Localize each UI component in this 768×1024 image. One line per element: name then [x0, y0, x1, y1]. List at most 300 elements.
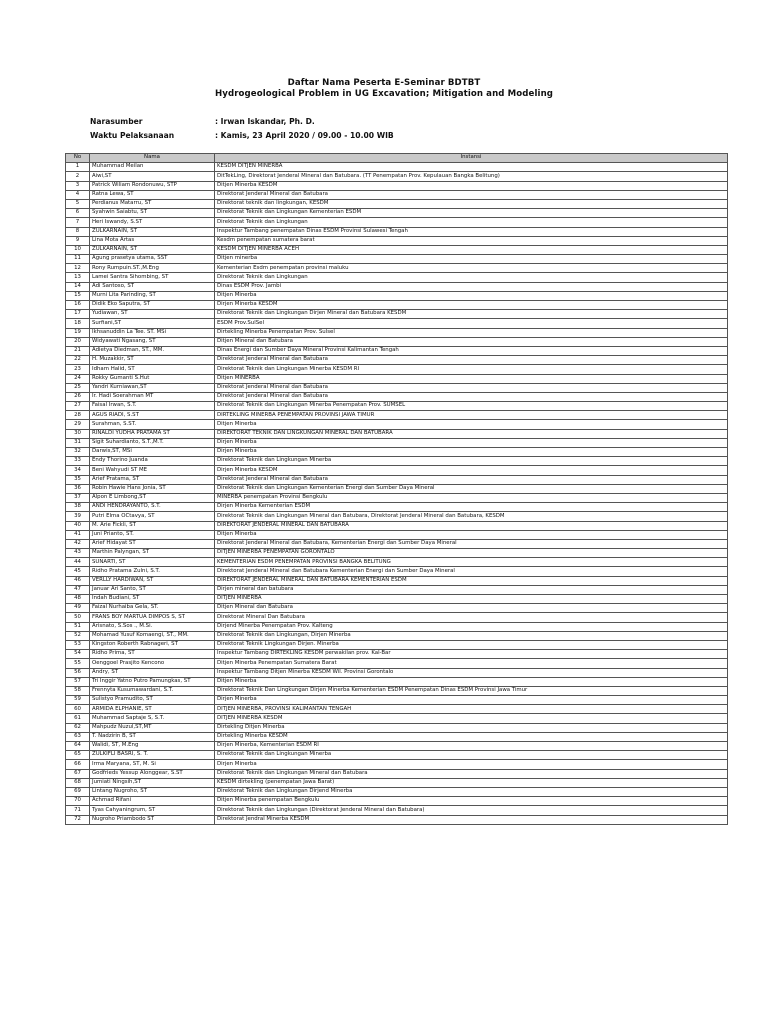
cell-name: Perdianus Matarru, ST — [90, 199, 215, 208]
table-row — [66, 291, 728, 300]
cell-institution: Direktorat Teknik dan Lingkungan Minerba — [215, 457, 728, 466]
cell-name: Adietya Diedman, ST., MM. — [90, 346, 215, 355]
table-row — [66, 457, 728, 466]
cell-institution: DITJEN MINERBA — [215, 595, 728, 604]
cell-no: 68 — [66, 778, 90, 787]
cell-name: VERLLY HARDIWAN, ST — [90, 576, 215, 585]
cell-no: 43 — [66, 549, 90, 558]
table-row — [66, 163, 728, 172]
cell-name: Yudiawan, ST — [90, 310, 215, 319]
cell-name: Beni Wahyudi ST ME — [90, 466, 215, 475]
cell-institution: Direktorat Teknik dan Lingkungan Minerba Penempatan Prov. SUMSEL — [215, 402, 728, 411]
cell-no: 61 — [66, 714, 90, 723]
table-row — [66, 696, 728, 705]
table-row — [66, 585, 728, 594]
cell-no: 39 — [66, 512, 90, 521]
cell-name: Faizal Nurhaiba Gela, ST. — [90, 604, 215, 613]
cell-no: 33 — [66, 457, 90, 466]
cell-institution: Ditjen MINERBA — [215, 374, 728, 383]
cell-name: FRANS BOY MARTUA DIMPOS S, ST — [90, 613, 215, 622]
table-row — [66, 255, 728, 264]
cell-no: 30 — [66, 429, 90, 438]
cell-no: 19 — [66, 328, 90, 337]
cell-no: 49 — [66, 604, 90, 613]
cell-name: Agung prasetya utama, SST — [90, 255, 215, 264]
cell-no: 28 — [66, 411, 90, 420]
cell-no: 67 — [66, 769, 90, 778]
cell-no: 22 — [66, 356, 90, 365]
speaker-label: Narasumber — [90, 117, 143, 126]
cell-name: Aiwi,ST — [90, 172, 215, 181]
table-row — [66, 604, 728, 613]
cell-institution: Dirjend Minerba Penempatan Prov. Kalteng — [215, 622, 728, 631]
cell-name: Arief Hidayat ST — [90, 539, 215, 548]
table-row — [66, 732, 728, 741]
cell-name: Robin Hawie Hans Jonia, ST — [90, 484, 215, 493]
cell-name: Mohamad Yusuf Komaengi, ST., MM. — [90, 631, 215, 640]
cell-name: Kingston Roberth Rabnageri, ST — [90, 640, 215, 649]
table-row — [66, 558, 728, 567]
table-row — [66, 806, 728, 815]
table-row — [66, 310, 728, 319]
cell-no: 53 — [66, 640, 90, 649]
participant-table — [65, 153, 728, 825]
cell-name: Achmad Rifani — [90, 797, 215, 806]
cell-name: Lintang Nugroho, ST — [90, 787, 215, 796]
cell-name: Patrick Wiliam Rondonuwu, STP — [90, 181, 215, 190]
table-row — [66, 521, 728, 530]
cell-no: 23 — [66, 365, 90, 374]
cell-institution: Ditjen Minerba KESDM — [215, 181, 728, 190]
table-row — [66, 282, 728, 291]
table-row — [66, 218, 728, 227]
table-row — [66, 199, 728, 208]
table-row — [66, 631, 728, 640]
table-row — [66, 549, 728, 558]
cell-institution: Direktorat Jenderal Mineral dan Batubara — [215, 356, 728, 365]
table-row — [66, 640, 728, 649]
table-row — [66, 356, 728, 365]
table-row — [66, 346, 728, 355]
cell-no: 27 — [66, 402, 90, 411]
table-row — [66, 328, 728, 337]
cell-name: Lamei Santra Sihombing, ST — [90, 273, 215, 282]
cell-name: Surfiani,ST — [90, 319, 215, 328]
table-row — [66, 236, 728, 245]
table-row — [66, 227, 728, 236]
cell-institution: Direktorat Teknik dan Lingkungan Dirjend Minerba — [215, 787, 728, 796]
cell-institution: DIREKTORAT JENDERAL MINERAL DAN BATUBARA — [215, 521, 728, 530]
table-row — [66, 337, 728, 346]
cell-no: 41 — [66, 530, 90, 539]
cell-name: Rokky Gumanti S.Hut — [90, 374, 215, 383]
cell-name: Lina Mota Artas — [90, 236, 215, 245]
table-row — [66, 264, 728, 273]
cell-no: 47 — [66, 585, 90, 594]
cell-name: Jumiati Ningsih,ST — [90, 778, 215, 787]
cell-no: 7 — [66, 218, 90, 227]
cell-name: Murni Lita Parinding, ST — [90, 291, 215, 300]
cell-name: Putri Elma OCtavya, ST — [90, 512, 215, 521]
cell-no: 66 — [66, 760, 90, 769]
table-row — [66, 448, 728, 457]
cell-institution: DIREKTORAT TEKNIK DAN LINGKUNGAN MINERAL DAN BATUBARA — [215, 429, 728, 438]
cell-no: 37 — [66, 493, 90, 502]
time-label: Waktu Pelaksanaan — [90, 131, 175, 140]
table-row — [66, 576, 728, 585]
cell-name: Oenggoel Prasjito Kencono — [90, 659, 215, 668]
table-row — [66, 420, 728, 429]
table-row — [66, 723, 728, 732]
cell-no: 6 — [66, 209, 90, 218]
cell-no: 4 — [66, 190, 90, 199]
cell-institution: Dirjen Minerba — [215, 438, 728, 447]
cell-institution: DIRTEKLING MINERBA PENEMPATAN PROVINSI JAWA TIMUR — [215, 411, 728, 420]
cell-no: 3 — [66, 181, 90, 190]
cell-no: 40 — [66, 521, 90, 530]
cell-institution: Direktorat Teknik Dan Lingkungan Dirjen Minerba Kementerian ESDM Penempatan Dinas ESDM Provinsi Jawa Timur — [215, 686, 728, 695]
cell-name: Frennyta Kusumawardani, S.T. — [90, 686, 215, 695]
table-row — [66, 677, 728, 686]
cell-no: 69 — [66, 787, 90, 796]
cell-no: 35 — [66, 475, 90, 484]
cell-institution: ESDM Prov.SulSel — [215, 319, 728, 328]
cell-institution: MINERBA penempatan Provinsi Bengkulu — [215, 493, 728, 502]
cell-no: 44 — [66, 558, 90, 567]
cell-institution: Dirtekling Minerba Penempatan Prov. Sulsel — [215, 328, 728, 337]
cell-no: 64 — [66, 742, 90, 751]
cell-institution: KESDM DITJEN MINERBA ACEH — [215, 245, 728, 254]
cell-name: Heri Iswandy, S.ST — [90, 218, 215, 227]
cell-no: 46 — [66, 576, 90, 585]
cell-no: 1 — [66, 163, 90, 172]
cell-institution: Direktorat teknik dan lingkungan, KESDM — [215, 199, 728, 208]
cell-institution: Ditjen Mineral dan Batubara — [215, 337, 728, 346]
cell-no: 71 — [66, 806, 90, 815]
cell-name: Muhammad Saptaje S, S.T. — [90, 714, 215, 723]
cell-no: 48 — [66, 595, 90, 604]
cell-institution: Dirjen Minerba, Kementerian ESDM RI — [215, 742, 728, 751]
cell-institution: Direktorat Teknik dan Lingkungan Kementerian Energi dan Sumber Daya Mineral — [215, 484, 728, 493]
table-body — [66, 163, 728, 825]
cell-institution: Direktorat Jenderal Mineral dan Batubara — [215, 392, 728, 401]
table-row — [66, 512, 728, 521]
cell-no: 10 — [66, 245, 90, 254]
cell-institution: DitTekLing, Direktorat Jenderal Mineral dan Batubara. (TT Penempatan Prov. Kepulauan Bangka Belitung) — [215, 172, 728, 181]
cell-institution: Ditjen Minerba penempatan Bengkulu — [215, 797, 728, 806]
cell-no: 38 — [66, 503, 90, 512]
cell-institution: Direktorat Teknik dan Lingkungan Dirjen Mineral dan Batubara KESDM — [215, 310, 728, 319]
table-row — [66, 383, 728, 392]
cell-no: 31 — [66, 438, 90, 447]
cell-institution: Dinas Energi dan Sumber Daya Mineral Provinsi Kalimantan Tengah — [215, 346, 728, 355]
cell-name: Marthin Palyngan, ST — [90, 549, 215, 558]
cell-institution: Direktorat Jenderal Mineral dan Batubara — [215, 475, 728, 484]
cell-no: 45 — [66, 567, 90, 576]
cell-institution: Direktorat Jenderal Mineral dan Batubara Kementerian Energi dan Sumber Daya Mineral — [215, 567, 728, 576]
cell-name: Didik Eko Saputra, ST — [90, 301, 215, 310]
cell-no: 12 — [66, 264, 90, 273]
cell-name: Januar Ari Santo, ST — [90, 585, 215, 594]
table-row — [66, 181, 728, 190]
cell-institution: Dirjen mineral dan batubara — [215, 585, 728, 594]
cell-no: 16 — [66, 301, 90, 310]
cell-institution: Direktorat Teknik dan Lingkungan Minerba KESDM RI — [215, 365, 728, 374]
cell-institution: Direktorat Teknik dan Lingkungan (Direktorat Jenderal Mineral dan Batubara) — [215, 806, 728, 815]
table-row — [66, 365, 728, 374]
table-row — [66, 778, 728, 787]
cell-name: Darwis,ST, MSi — [90, 448, 215, 457]
cell-no: 26 — [66, 392, 90, 401]
speaker-value: : Irwan Iskandar, Ph. D. — [215, 117, 315, 126]
cell-institution: Ditjen Mineral dan Batubara — [215, 604, 728, 613]
cell-no: 60 — [66, 705, 90, 714]
cell-name: Ikhsanuddin La Tee. ST. MSi — [90, 328, 215, 337]
cell-institution: DITJEN MINERBA, PROVINSI KALIMANTAN TENGAH — [215, 705, 728, 714]
table-row — [66, 650, 728, 659]
cell-institution: Direktorat Teknik dan Lingkungan Kementerian ESDM — [215, 209, 728, 218]
cell-institution: Direktorat Teknik dan Lingkungan Minerba — [215, 751, 728, 760]
cell-name: Alpon E Limbong,ST — [90, 493, 215, 502]
cell-name: Andry, ST — [90, 668, 215, 677]
cell-institution: Kementerian Esdm penempatan provinsi maluku — [215, 264, 728, 273]
cell-no: 14 — [66, 282, 90, 291]
table-row — [66, 530, 728, 539]
column-header-name: Nama — [90, 154, 215, 163]
table-row — [66, 742, 728, 751]
cell-name: Surahman, S.ST. — [90, 420, 215, 429]
cell-no: 58 — [66, 686, 90, 695]
cell-name: Ir. Hadi Soerahman MT — [90, 392, 215, 401]
cell-institution: Ditjen Minerba — [215, 420, 728, 429]
table-row — [66, 466, 728, 475]
cell-institution: Dirjen Minerba — [215, 448, 728, 457]
table-row — [66, 567, 728, 576]
cell-no: 32 — [66, 448, 90, 457]
cell-no: 54 — [66, 650, 90, 659]
cell-name: Endy Thorino Juanda — [90, 457, 215, 466]
cell-no: 18 — [66, 319, 90, 328]
cell-institution: Dirjen Minerba Kementerian ESDM — [215, 503, 728, 512]
table-row — [66, 751, 728, 760]
table-row — [66, 503, 728, 512]
cell-name: Syahwin Saiabtu, ST — [90, 209, 215, 218]
cell-institution: DIREKTORAT JENDERAL MINERAL DAN BATUBARA KEMENTERIAN ESDM — [215, 576, 728, 585]
table-row — [66, 760, 728, 769]
cell-name: T. Nadzirin B, ST — [90, 732, 215, 741]
time-value: : Kamis, 23 April 2020 / 09.00 - 10.00 WIB — [215, 131, 394, 140]
cell-name: Yandri Kurniawan,ST — [90, 383, 215, 392]
cell-no: 17 — [66, 310, 90, 319]
cell-institution: Direktorat Jenderal Mineral dan Batubara, Kementerian Energi dan Sumber Daya Mineral — [215, 539, 728, 548]
table-row — [66, 714, 728, 723]
cell-institution: Ditjen Minerba — [215, 677, 728, 686]
table-header-row — [66, 154, 728, 163]
table-row — [66, 301, 728, 310]
cell-name: ANDI HENDRAYANTO, S.T. — [90, 503, 215, 512]
cell-name: Faisal Irwan, S.T. — [90, 402, 215, 411]
cell-name: Widyawati Ngasang, ST — [90, 337, 215, 346]
cell-name: AGUS RIADI, S.ST — [90, 411, 215, 420]
cell-name: Juni Prianto, ST. — [90, 530, 215, 539]
table-row — [66, 787, 728, 796]
cell-no: 52 — [66, 631, 90, 640]
cell-name: ZULKARNAIN, ST — [90, 245, 215, 254]
cell-name: H. Muzakkir, ST — [90, 356, 215, 365]
cell-institution: KESDM DITJEN MINERBA — [215, 163, 728, 172]
cell-institution: KEMENTERIAN ESDM PENEMPATAN PROVINSI BANGKA BELITUNG — [215, 558, 728, 567]
table-row — [66, 475, 728, 484]
cell-no: 63 — [66, 732, 90, 741]
cell-institution: Ditjen Minerba — [215, 530, 728, 539]
table-row — [66, 273, 728, 282]
cell-institution: Ditjen Minerba Penempatan Sumatera Barat — [215, 659, 728, 668]
cell-no: 9 — [66, 236, 90, 245]
cell-name: Mahpudz Nuzul,ST,MT — [90, 723, 215, 732]
table-row — [66, 172, 728, 181]
cell-no: 51 — [66, 622, 90, 631]
table-row — [66, 209, 728, 218]
cell-name: Godfrieds Yessup Alonggear, S.ST — [90, 769, 215, 778]
cell-institution: Direktorat Teknik dan Lingkungan, Dirjen Minerba — [215, 631, 728, 640]
cell-name: Ratna Lewa, ST — [90, 190, 215, 199]
cell-no: 20 — [66, 337, 90, 346]
cell-no: 15 — [66, 291, 90, 300]
cell-institution: Direktorat Teknik dan Lingkungan — [215, 218, 728, 227]
cell-no: 34 — [66, 466, 90, 475]
cell-name: Nugroho Priambodo ST — [90, 815, 215, 824]
cell-name: ZULKARNAIN, ST — [90, 227, 215, 236]
table-row — [66, 686, 728, 695]
cell-no: 59 — [66, 696, 90, 705]
document-subtitle: Hydrogeological Problem in UG Excavation; Mitigation and Modeling — [214, 89, 554, 99]
cell-institution: Dirjen Minerba KESDM — [215, 301, 728, 310]
cell-no: 36 — [66, 484, 90, 493]
table-row — [66, 402, 728, 411]
table-row — [66, 245, 728, 254]
cell-no: 65 — [66, 751, 90, 760]
table-row — [66, 438, 728, 447]
cell-institution: Direktorat Jenderal Mineral dan Batubara — [215, 383, 728, 392]
cell-name: Idham Halid, ST — [90, 365, 215, 374]
table-row — [66, 769, 728, 778]
cell-institution: Inspektur Tambang DIRTEKLING KESDM perwakilan prov. Kal-Bar — [215, 650, 728, 659]
cell-name: Arisnato, S.Sos ., M.Si. — [90, 622, 215, 631]
cell-name: Sigit Suhardianto, S.T.,M.T. — [90, 438, 215, 447]
cell-name: Rony Rumpuin.ST.,M.Eng — [90, 264, 215, 273]
cell-institution: DITJEN MINERBA KESDM — [215, 714, 728, 723]
table-row — [66, 392, 728, 401]
table-row — [66, 374, 728, 383]
cell-institution: Inspektur Tambang penempatan Dinas ESDM Provinsi Sulawesi Tengah — [215, 227, 728, 236]
table-row — [66, 815, 728, 824]
cell-institution: Dirjen Minerba — [215, 760, 728, 769]
table-row — [66, 190, 728, 199]
cell-institution: Ditjen Minerba — [215, 291, 728, 300]
cell-institution: Direktorat Mineral Dan Batubara — [215, 613, 728, 622]
cell-name: Muhammad Meilan — [90, 163, 215, 172]
column-header-institution: Instansi — [215, 154, 728, 163]
cell-institution: Direktorat Jendral Minerba KESDM — [215, 815, 728, 824]
cell-institution: Direktorat Teknik dan Lingkungan Mineral dan Batubara — [215, 769, 728, 778]
cell-name: RINALDI YUDHA PRATAMA ST — [90, 429, 215, 438]
table-row — [66, 595, 728, 604]
cell-no: 2 — [66, 172, 90, 181]
table-row — [66, 622, 728, 631]
cell-institution: Dinas ESDM Prov. Jambi — [215, 282, 728, 291]
table-row — [66, 411, 728, 420]
table-row — [66, 493, 728, 502]
table-row — [66, 429, 728, 438]
cell-no: 70 — [66, 797, 90, 806]
document-title: Daftar Nama Peserta E-Seminar BDTBT — [287, 78, 481, 88]
cell-name: Irma Maryana, ST, M. Si — [90, 760, 215, 769]
cell-institution: DITJEN MINERBA PENEMPATAN GORONTALO — [215, 549, 728, 558]
cell-institution: Kesdm penempatan sumatera barat — [215, 236, 728, 245]
cell-institution: Direktorat Teknik dan Lingkungan Mineral dan Batubara, Direktorat Jenderal Mineral dan Batubara, KESDM — [215, 512, 728, 521]
cell-name: Adi Santoso, ST — [90, 282, 215, 291]
cell-no: 42 — [66, 539, 90, 548]
cell-no: 62 — [66, 723, 90, 732]
cell-name: Indah Budiani, ST — [90, 595, 215, 604]
cell-name: Ridho Prima, ST — [90, 650, 215, 659]
cell-no: 13 — [66, 273, 90, 282]
table-row — [66, 659, 728, 668]
cell-no: 25 — [66, 383, 90, 392]
table-row — [66, 539, 728, 548]
cell-no: 56 — [66, 668, 90, 677]
cell-no: 8 — [66, 227, 90, 236]
cell-name: M. Arie Fickli, ST — [90, 521, 215, 530]
cell-no: 55 — [66, 659, 90, 668]
cell-no: 11 — [66, 255, 90, 264]
cell-name: Tri Inggir Yatno Putro Pamungkas, ST — [90, 677, 215, 686]
cell-institution: KESDM dirtekling (penempatan Jawa Barat) — [215, 778, 728, 787]
cell-name: ZULKIFLI BASRI, S. T. — [90, 751, 215, 760]
cell-name: Walidi, ST, M.Eng — [90, 742, 215, 751]
cell-no: 21 — [66, 346, 90, 355]
table-row — [66, 484, 728, 493]
cell-no: 57 — [66, 677, 90, 686]
table-row — [66, 319, 728, 328]
cell-institution: Ditjen minerba — [215, 255, 728, 264]
cell-institution: Dirjen Minerba — [215, 696, 728, 705]
cell-institution: Dirjen Minerba KESDM — [215, 466, 728, 475]
cell-institution: Direktorat Teknik Lingkungan Dirjen. Minerba — [215, 640, 728, 649]
cell-institution: Direktorat Teknik dan Lingkungan — [215, 273, 728, 282]
cell-name: SUNARTI, ST — [90, 558, 215, 567]
cell-name: Arief Pratama, ST — [90, 475, 215, 484]
cell-institution: Dirtekling Minerba KESDM — [215, 732, 728, 741]
cell-no: 5 — [66, 199, 90, 208]
table-row — [66, 797, 728, 806]
cell-no: 29 — [66, 420, 90, 429]
cell-institution: Inspektur Tambang Ditjen Minerba KESDM Wil. Provinsi Gorontalo — [215, 668, 728, 677]
cell-no: 72 — [66, 815, 90, 824]
table-row — [66, 613, 728, 622]
cell-name: ARMIDA ELPHANIE, ST — [90, 705, 215, 714]
cell-no: 24 — [66, 374, 90, 383]
cell-institution: Dirtekling Ditjen Minerba — [215, 723, 728, 732]
column-header-no: No — [66, 154, 90, 163]
cell-institution: Direktorat Jenderal Mineral dan Batubara — [215, 190, 728, 199]
cell-name: Sulistyo Pramudito, ST — [90, 696, 215, 705]
cell-name: Tyas Cahyaningrum, ST — [90, 806, 215, 815]
table-row — [66, 668, 728, 677]
cell-no: 50 — [66, 613, 90, 622]
table-row — [66, 705, 728, 714]
cell-name: Ridho Pratama Zulni, S.T. — [90, 567, 215, 576]
